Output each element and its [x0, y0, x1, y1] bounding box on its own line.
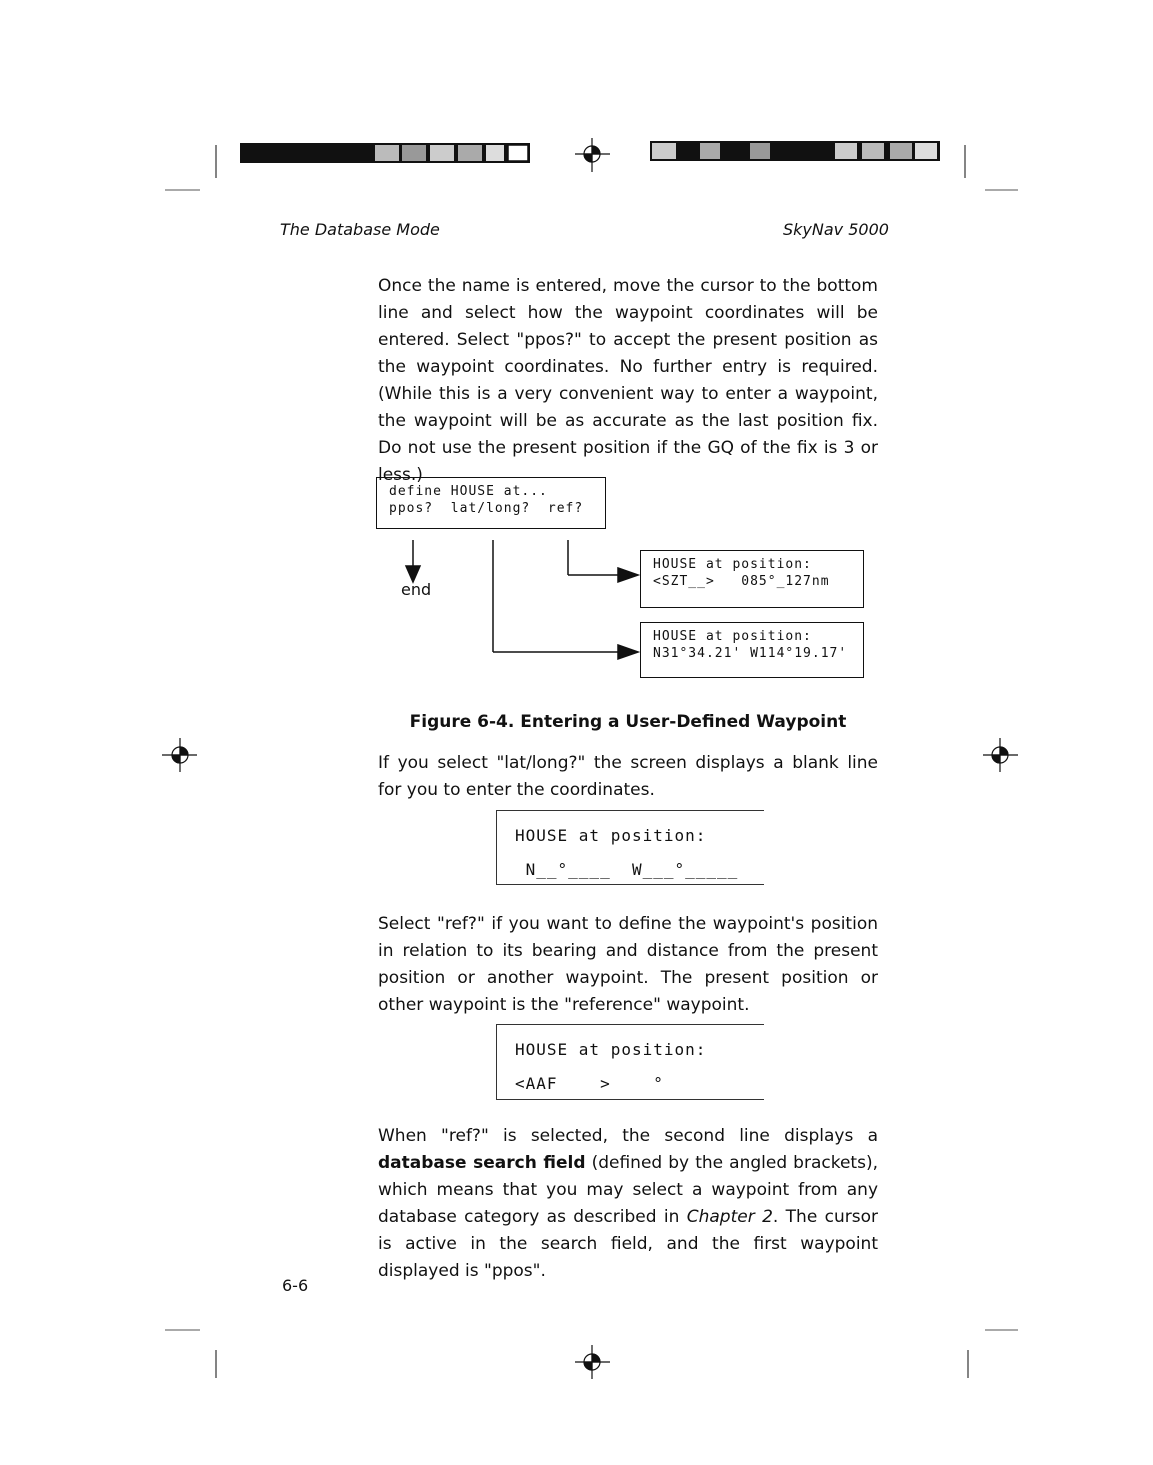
chapter-reference: Chapter 2 — [686, 1207, 773, 1227]
end-label: end — [401, 580, 432, 599]
registration-target-bottom — [575, 1345, 610, 1379]
lcd-search-field — [496, 1024, 764, 1100]
header-product: SkyNav 5000 — [783, 220, 889, 239]
lcd-line-1: HOUSE at position: — [653, 629, 812, 644]
paragraph-ppos: Once the name is entered, move the cursor to the bottom line and select how the waypoint coordinates will be entered. Select "ppos?" to accept the present position as the waypoint coordinates. No further entry is required. (While this is a very convenient way to enter a waypoint, the waypoint will be as accurate as the last position fix. Do not use the present position if the GQ of the fix is 3 or less.) — [378, 276, 878, 485]
registration-target-right — [983, 738, 1018, 772]
registration-target-left — [162, 738, 197, 772]
figure-caption: Figure 6-4. Entering a User-Defined Waypoint — [409, 712, 847, 732]
header-chapter: The Database Mode — [280, 220, 440, 239]
lcd-line-1: HOUSE at position: — [515, 826, 707, 845]
lcd-line-2: ppos? lat/long? ref? — [389, 501, 584, 516]
lcd-line-2: N__°____ W___°_____ — [515, 860, 739, 879]
lcd-line-1: HOUSE at position: — [515, 1040, 707, 1059]
lcd-ref-screen — [640, 550, 864, 608]
figure-connectors — [406, 540, 638, 659]
lcd-blank-coordinates — [496, 810, 764, 885]
paragraph-ref: Select "ref?" if you want to define the waypoint's position in relation to its bearing and distance from the present position or another waypoint. The present position or other waypoint is the "reference" waypoint. — [378, 914, 878, 1015]
lcd-define-screen — [376, 477, 606, 529]
lcd-line-2: <AAF > ° — [515, 1074, 664, 1093]
page-number: 6-6 — [282, 1276, 309, 1295]
paragraph-latlong: If you select "lat/long?" the screen displays a blank line for you to enter the coordinates. — [378, 753, 878, 800]
lcd-line-2: <SZT__> 085°_127nm — [653, 574, 830, 589]
lcd-line-2: N31°34.21' W114°19.17' — [653, 646, 848, 661]
lcd-latlong-screen — [640, 622, 864, 678]
term-database-search-field: database search field — [378, 1153, 586, 1173]
registration-target-top — [575, 138, 610, 172]
lcd-line-1: define HOUSE at... — [389, 484, 548, 499]
lcd-line-1: HOUSE at position: — [653, 557, 812, 572]
paragraph-search-field: When "ref?" is selected, the second line displays a database search field (defined by the angled brackets), which means that you may select a waypoint from any database category as described in Chapter 2. The cursor is active in the search field, and the first waypoint displayed is "ppos". — [378, 1126, 879, 1281]
